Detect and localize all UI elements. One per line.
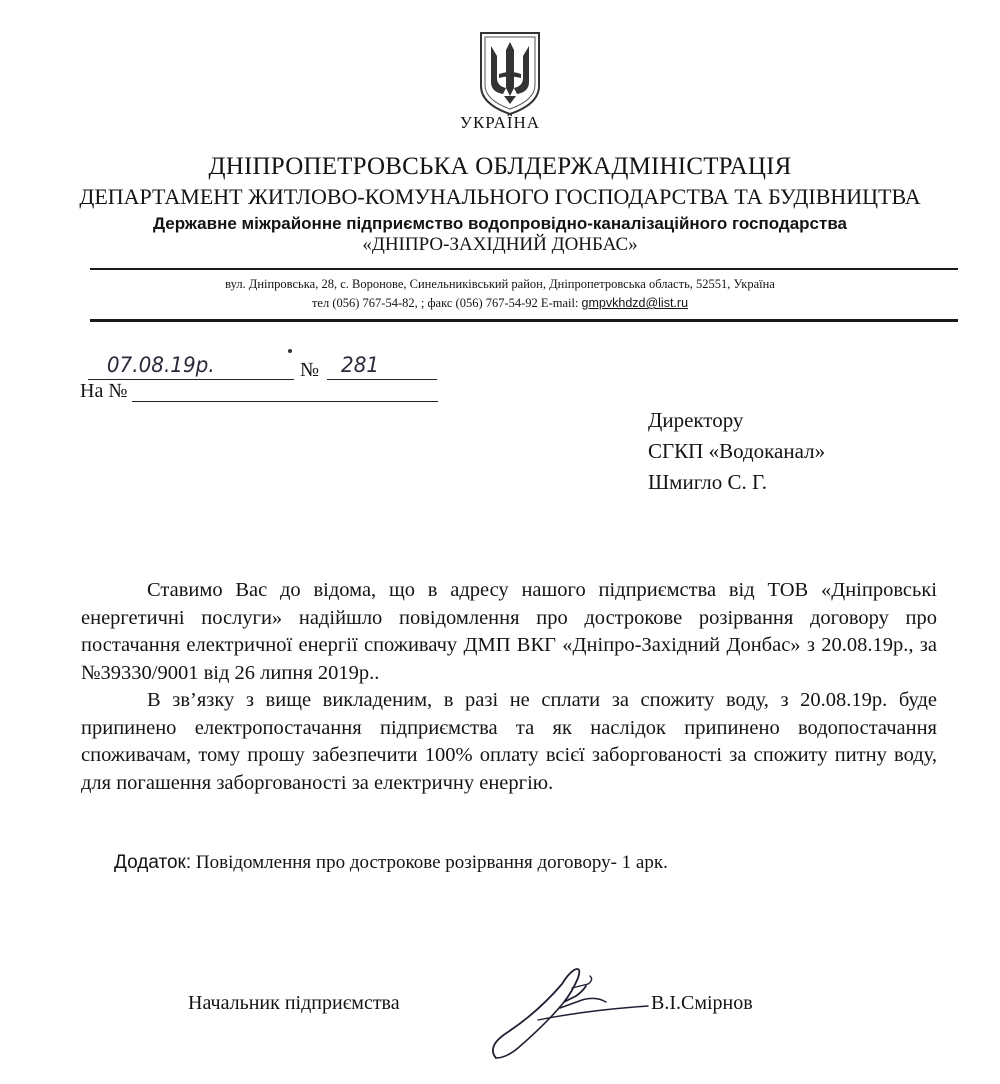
org-title-line1: ДНІПРОПЕТРОВСЬКА ОБЛДЕРЖАДМІНІСТРАЦІЯ (208, 153, 792, 180)
outgoing-number: 281 (341, 353, 380, 377)
org-title-line4: «ДНІПРО-ЗАХІДНИЙ ДОНБАС» (362, 234, 638, 255)
header-divider-top (90, 268, 958, 270)
handwritten-signature (478, 962, 658, 1066)
org-contacts (0, 296, 1000, 311)
attachment-note (114, 852, 668, 874)
recipient-organization: СГКП «Водоканал» (648, 439, 826, 463)
country-name: УКРАЇНА (459, 113, 541, 132)
recipient-name: Шмигло С. Г. (648, 470, 768, 494)
number-label: № (300, 359, 320, 381)
recipient-title: Директору (648, 408, 744, 432)
outgoing-date: 07.08.19р. (106, 353, 215, 377)
signatory-position: Начальник підприємства (188, 992, 400, 1014)
signatory-name: В.І.Смірнов (651, 992, 753, 1014)
body-paragraph-1: Ставимо Вас до відома, що в адресу нашого підприємства від ТОВ «Дніпровські енергетичні послуги» надійшло повідомлення про дострокове розірвання договору про постачання електричної енергії споживачу ДМП ВКГ «Дніпро-Західний Донбас» з 20.08.19р., за №39330/9001 від 26 липня 2019р.. (81, 579, 937, 684)
attachment-text: Повідомлення про дострокове розірвання договору- 1 арк. (191, 852, 668, 873)
org-title-line3: Державне міжрайонне підприємство водопровідно-каналізаційного господарства (152, 214, 848, 233)
reference-label: На № (80, 380, 128, 402)
org-address: вул. Дніпровська, 28, с. Воронове, Синельниківський район, Дніпропетровська область, 52551, Україна (225, 277, 775, 291)
body-paragraph-2: В зв’язку з вище викладеним, в разі не сплати за спожиту воду, з 20.08.19р. буде припинено електропостачання підприємства та як наслідок припинено водопостачання споживачам, тому прошу забезпечити 100% оплату всієї заборгованості за спожиту питну воду, для погашення заборгованості за електричну енергію. (81, 689, 937, 794)
letter-body (81, 577, 937, 797)
email-link[interactable]: gmpvkhdzd@list.ru (581, 296, 689, 310)
org-title-line2: ДЕПАРТАМЕНТ ЖИТЛОВО-КОМУНАЛЬНОГО ГОСПОДАРСТВА ТА БУДІВНИЦТВА (79, 184, 921, 209)
header-divider-bottom (90, 319, 958, 322)
recipient-block (648, 405, 825, 498)
attachment-label: Додаток: (114, 852, 192, 873)
number-underline (327, 379, 437, 380)
trident-coat-of-arms-icon (477, 30, 543, 116)
ink-dot (288, 349, 292, 353)
contacts-phone-fax: тел (056) 767-54-82, ; факс (056) 767-54-92 E-mail: (311, 296, 582, 310)
reference-underline (132, 401, 438, 402)
